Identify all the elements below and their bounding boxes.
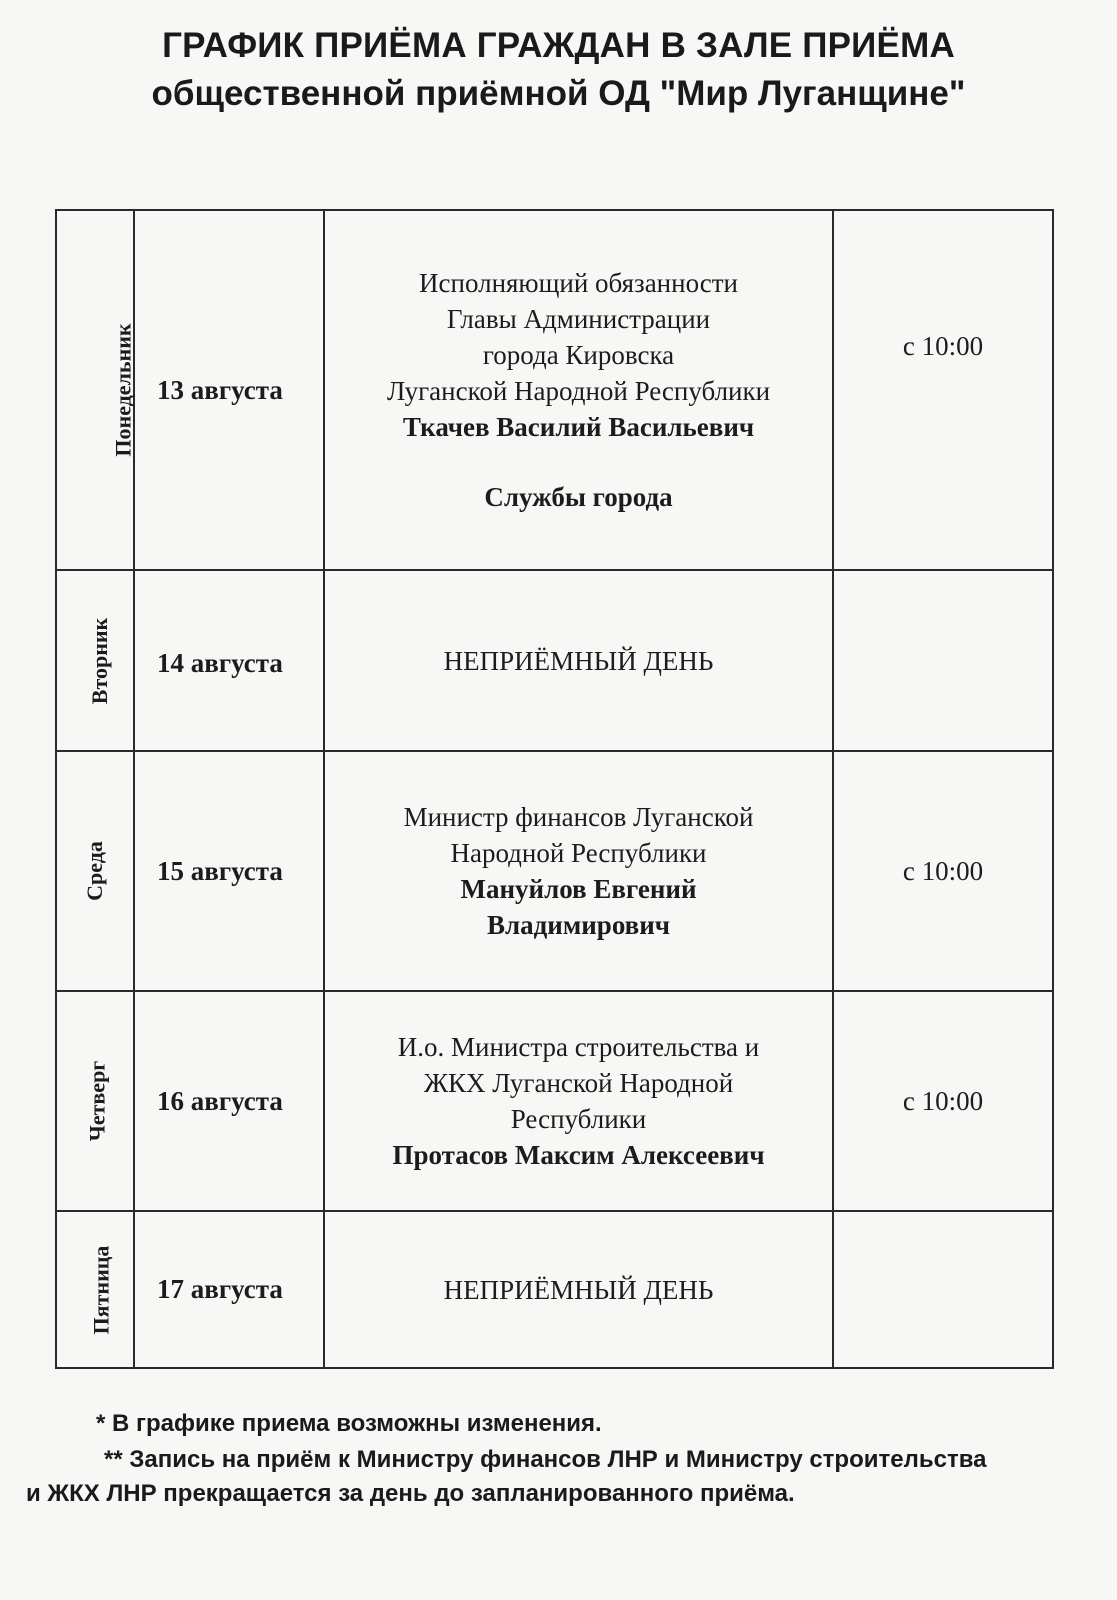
info-cell bbox=[324, 991, 833, 1211]
table-row bbox=[56, 210, 1053, 570]
schedule-table bbox=[55, 209, 1054, 1369]
table-row bbox=[56, 751, 1053, 991]
info-line: Министр финансов Луганской bbox=[403, 802, 754, 832]
footnote: ** Запись на приём к Министру финансов ЛНР и Министру строительства bbox=[104, 1446, 987, 1473]
date-cell: 13 августа bbox=[134, 210, 324, 570]
day-label: Пятница bbox=[88, 1245, 114, 1334]
info-cell bbox=[324, 570, 833, 751]
day-label: Среда bbox=[81, 841, 107, 901]
table-row bbox=[56, 570, 1053, 751]
day-cell bbox=[56, 570, 134, 751]
info-line: Республики bbox=[510, 1104, 647, 1134]
info-cell bbox=[324, 210, 833, 570]
info-line: города Кировска bbox=[482, 340, 675, 370]
official-name: Мануйлов Евгений bbox=[460, 874, 697, 904]
info-line: НЕПРИЁМНЫЙ ДЕНЬ bbox=[443, 645, 714, 676]
footnote: * В графике приема возможны изменения. bbox=[96, 1410, 602, 1437]
time-cell: с 10:00 bbox=[833, 210, 1053, 570]
time-cell bbox=[833, 1211, 1053, 1368]
table-row bbox=[56, 991, 1053, 1211]
info-line: Исполняющий обязанности bbox=[419, 268, 738, 298]
date-cell: 17 августа bbox=[134, 1211, 324, 1368]
info-line: И.о. Министра строительства и bbox=[397, 1032, 760, 1062]
day-cell bbox=[56, 210, 134, 570]
day-cell bbox=[56, 991, 134, 1211]
info-cell bbox=[324, 1211, 833, 1368]
time-cell bbox=[833, 570, 1053, 751]
footnote: и ЖКХ ЛНР прекращается за день до запланированного приёма. bbox=[26, 1480, 795, 1507]
official-name: Протасов Максим Алексеевич bbox=[392, 1140, 765, 1170]
day-cell bbox=[56, 751, 134, 991]
time-cell: с 10:00 bbox=[833, 991, 1053, 1211]
official-name: Ткачев Василий Васильевич bbox=[402, 412, 755, 442]
info-cell bbox=[324, 751, 833, 991]
day-label: Четверг bbox=[84, 1060, 110, 1142]
day-label: Вторник bbox=[87, 617, 113, 704]
date-cell: 14 августа bbox=[134, 570, 324, 751]
official-name: Владимирович bbox=[486, 910, 671, 940]
info-line: Луганской Народной Республики bbox=[386, 376, 771, 406]
page-subtitle: общественной приёмной ОД "Мир Луганщине" bbox=[151, 74, 966, 113]
date-cell: 16 августа bbox=[134, 991, 324, 1211]
time-cell: с 10:00 bbox=[833, 751, 1053, 991]
date-cell: 15 августа bbox=[134, 751, 324, 991]
day-label: Понедельник bbox=[110, 323, 136, 457]
table-row bbox=[56, 1211, 1053, 1368]
info-line: ЖКХ Луганской Народной bbox=[423, 1068, 734, 1098]
page-title: ГРАФИК ПРИЁМА ГРАЖДАН В ЗАЛЕ ПРИЁМА bbox=[162, 26, 955, 65]
day-cell bbox=[56, 1211, 134, 1368]
city-services-label: Службы города bbox=[484, 482, 673, 512]
info-line: Главы Администрации bbox=[446, 304, 711, 334]
info-line: Народной Республики bbox=[450, 838, 707, 868]
info-line: НЕПРИЁМНЫЙ ДЕНЬ bbox=[443, 1274, 714, 1305]
